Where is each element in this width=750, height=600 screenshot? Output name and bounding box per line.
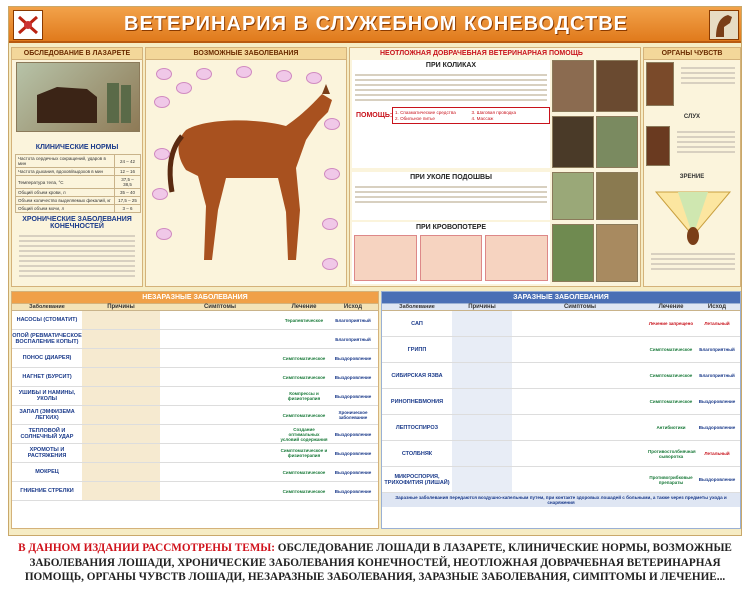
sole-heading: ПРИ УКОЛЕ ПОДОШВЫ	[410, 174, 492, 181]
col-header: Лечение	[291, 304, 317, 310]
table-row	[12, 349, 378, 368]
disease-bubble	[152, 188, 168, 200]
topics-lead: В ДАННОМ ИЗДАНИИ РАССМОТРЕНЫ ТЕМЫ:	[18, 542, 275, 554]
disease-name: СТОЛБНЯК	[401, 450, 433, 457]
poster	[8, 6, 742, 536]
norm-label: Частота дыхания, вдохов/выдохов в мин	[16, 168, 115, 176]
help-item: 3. Шаговая проводка	[471, 110, 516, 115]
norm-label: Частота сердечных сокращений, ударов в мин	[16, 155, 115, 168]
col-header: Причины	[468, 304, 496, 310]
disease-bubble	[324, 168, 340, 180]
disease-name: РИНОПНЕВМОНИЯ	[390, 398, 444, 405]
table-row	[382, 415, 740, 441]
cause-cell	[452, 363, 512, 388]
cause-cell	[82, 425, 160, 443]
norm-label: Общий объем крови, л	[16, 189, 115, 197]
treatment-cell: Антибиотики	[656, 425, 686, 430]
treatment-cell: Создание оптимальных условий содержания	[280, 426, 328, 442]
vision-heading: ЗРЕНИЕ	[679, 174, 705, 180]
table-row	[12, 425, 378, 444]
symptom-cell	[160, 387, 280, 405]
first-aid-photo	[596, 60, 638, 112]
norms-row	[16, 189, 141, 197]
treatment-cell: Симптоматическое	[649, 373, 693, 378]
norms-row	[16, 176, 141, 189]
table-header	[382, 304, 740, 311]
outcome-cell: Выздоровление	[334, 431, 372, 437]
outcome-cell: Хроническое заболевание	[338, 410, 368, 420]
disease-name: САП	[411, 320, 423, 327]
bleed-card	[485, 235, 548, 281]
sole-box	[352, 172, 550, 220]
disease-name: МОКРЕЦ	[35, 469, 59, 475]
norm-value: 35 – 40	[115, 189, 141, 197]
outcome-cell: Выздоровление	[334, 469, 372, 475]
table-row	[12, 444, 378, 463]
first-aid-photo	[552, 60, 594, 112]
emblem-icon	[13, 10, 43, 40]
disease-name: ТЕПЛОВОЙ И СОЛНЕЧНЫЙ УДАР	[20, 428, 74, 440]
topics-caption	[0, 541, 750, 585]
disease-name: СИБИРСКАЯ ЯЗВА	[391, 372, 443, 379]
disease-name: ПОНОС (ДИАРЕЯ)	[22, 355, 72, 361]
col-header: Лечение	[658, 304, 684, 310]
outcome-cell: Выздоровление	[698, 477, 736, 482]
infectious-note: Заразные заболевания передаются воздушно-капельным путем, при контакте здоровых лошадей с больными, а также через предметы ухода и снаряжения	[382, 493, 740, 507]
symptom-cell	[160, 406, 280, 424]
disease-bubble	[176, 82, 192, 94]
table-row	[382, 467, 740, 493]
norms-row	[16, 168, 141, 176]
col-header: Симптомы	[563, 304, 597, 310]
symptom-cell	[160, 425, 280, 443]
cause-cell	[452, 311, 512, 336]
first-aid-photo	[552, 224, 594, 282]
norm-value: 24 – 42	[115, 155, 141, 168]
cause-cell	[452, 441, 512, 466]
col-header: Симптомы	[203, 304, 237, 310]
col-header: Причины	[107, 304, 135, 310]
lazaret-photo	[16, 62, 140, 132]
disease-bubble	[154, 96, 170, 108]
disease-bubble	[276, 70, 292, 82]
symptom-cell	[512, 415, 648, 440]
symptom-cell	[160, 368, 280, 386]
norms-row	[16, 197, 141, 205]
treatment-cell: Противостолбнячная сыворотка	[648, 448, 696, 459]
disease-name: ГРИПП	[407, 346, 427, 353]
table-row	[12, 482, 378, 501]
symptom-cell	[512, 337, 648, 362]
col-header: Исход	[343, 304, 363, 310]
table-row	[382, 363, 740, 389]
cause-cell	[452, 415, 512, 440]
norms-row	[16, 155, 141, 168]
treatment-cell: Симптоматическое	[649, 347, 693, 352]
table-row	[382, 441, 740, 467]
bleed-box	[352, 222, 550, 284]
senses-text	[678, 64, 738, 87]
horse-head-icon	[709, 10, 739, 40]
cause-cell	[82, 444, 160, 462]
cause-cell	[82, 311, 160, 329]
norm-value: 17,5 – 25	[115, 197, 141, 205]
vision-diagram	[648, 186, 738, 246]
norm-value: 12 – 16	[115, 168, 141, 176]
disease-bubble	[236, 66, 252, 78]
horse-illustration	[146, 60, 348, 284]
disease-bubble	[324, 118, 340, 130]
disease-name: ЗАПАЛ (ЭМФИЗЕМА ЛЕГКИХ)	[19, 409, 75, 421]
symptom-cell	[512, 363, 648, 388]
symptom-cell	[160, 311, 280, 329]
disease-name: УШИБЫ И НАМИНЫ, УКОЛЫ	[18, 390, 76, 402]
chronic-text	[16, 232, 138, 280]
outcome-cell: Летальный	[704, 321, 730, 326]
disease-bubble	[322, 258, 338, 270]
col-header: Исход	[707, 304, 727, 310]
table-row	[12, 406, 378, 425]
treatment-cell: Симптоматическое	[282, 469, 326, 475]
cause-cell	[82, 482, 160, 500]
outcome-cell: Благоприятный	[699, 373, 735, 378]
norm-label: Общий объем мочи, л	[16, 205, 115, 213]
treatment-cell: Компрессы и физиотерапия	[287, 391, 321, 401]
help-list	[392, 107, 550, 124]
disease-name: ГНИЕНИЕ СТРЕЛКИ	[20, 488, 74, 494]
symptom-cell	[160, 482, 280, 500]
table-row	[12, 387, 378, 406]
bleed-card	[354, 235, 417, 281]
outcome-cell: Выздоровление	[698, 399, 736, 404]
norm-value: 37,5 – 38,5	[115, 176, 141, 189]
cause-cell	[452, 337, 512, 362]
disease-name: ХРОМОТЫ И РАСТЯЖЕНИЯ	[27, 447, 67, 459]
first-aid-photo	[552, 172, 594, 220]
first-aid-photo	[552, 116, 594, 168]
table-row	[382, 389, 740, 415]
poster-title: ВЕТЕРИНАРИЯ В СЛУЖЕБНОМ КОНЕВОДСТВЕ	[124, 12, 628, 35]
table-row	[12, 463, 378, 482]
lazaret-heading: ОБСЛЕДОВАНИЕ В ЛАЗАРЕТЕ	[12, 48, 142, 60]
cause-cell	[82, 349, 160, 367]
first-aid-panel	[349, 47, 641, 287]
first-aid-photo	[596, 224, 638, 282]
infectious-heading: ЗАРАЗНЫЕ ЗАБОЛЕВАНИЯ	[382, 292, 740, 304]
disease-name: НАСОСЫ (СТОМАТИТ)	[16, 317, 78, 323]
disease-name: ЛЕПТОСПИРОЗ	[395, 424, 439, 431]
help-label: ПОМОЩЬ:	[356, 112, 393, 119]
outcome-cell: Благоприятный	[699, 347, 735, 352]
symptom-cell	[512, 311, 648, 336]
symptom-cell	[512, 467, 648, 492]
bleed-heading: ПРИ КРОВОПОТЕРЕ	[415, 224, 487, 231]
treatment-cell: Симптоматическое	[649, 399, 693, 404]
symptom-cell	[160, 349, 280, 367]
possible-diseases-panel	[145, 47, 347, 287]
treatment-cell: Симптоматическое	[282, 488, 326, 494]
norm-value: 3 – 6	[115, 205, 141, 213]
cause-cell	[82, 387, 160, 405]
norms-row	[16, 205, 141, 213]
first-aid-photo	[596, 116, 638, 168]
ear-photo	[646, 126, 670, 166]
table-row	[12, 330, 378, 349]
help-item: 1. Спазматические средства	[395, 110, 456, 115]
horse-head-photo	[646, 62, 674, 106]
symptom-cell	[160, 463, 280, 481]
cause-cell	[82, 406, 160, 424]
hearing-heading: СЛУХ	[683, 114, 701, 120]
disease-name: НАГНЕТ (БУРСИТ)	[22, 374, 72, 380]
disease-name: МИКРОСПОРИЯ, ТРИХОФИТИЯ (ЛИШАЙ)	[384, 473, 450, 486]
norms-table	[15, 154, 141, 213]
symptom-cell	[512, 389, 648, 414]
first-aid-heading: НЕОТЛОЖНАЯ ДОВРАЧЕБНАЯ ВЕТЕРИНАРНАЯ ПОМОЩЬ	[380, 50, 583, 57]
disease-bubble	[156, 68, 172, 80]
topics-text: ОБСЛЕДОВАНИЕ ЛОШАДИ В ЛАЗАРЕТЕ, КЛИНИЧЕСКИЕ НОРМЫ, ВОЗМОЖНЫЕ ЗАБОЛЕВАНИЯ ЛОШАДИ, ХРОНИЧЕСКИЕ ЗАБОЛЕВАНИЯ КОНЕЧНОСТЕЙ, НЕОТЛОЖНАЯ ДОВРАЧЕБНАЯ ВЕТЕРИНАРНАЯ ПОМОЩЬ, ОРГАНЫ ЧУВСТВ ЛОШАДИ, НЕЗАРАЗНЫЕ ЗАБОЛЕВАНИЯ, ЗАРАЗНЫЕ ЗАБОЛЕВАНИЯ, СИМПТОМЫ И ЛЕЧЕНИЕ...	[24, 542, 732, 583]
cause-cell	[452, 467, 512, 492]
senses-panel	[643, 47, 741, 287]
vision-text	[648, 250, 738, 273]
help-item: 4. Массаж	[471, 116, 494, 121]
outcome-cell: Выздоровление	[334, 374, 372, 380]
colic-box	[352, 60, 550, 168]
col-header: Заболевание	[29, 304, 65, 310]
table-row	[382, 337, 740, 363]
symptom-cell	[512, 441, 648, 466]
outcome-cell: Выздоровление	[334, 355, 372, 361]
non-infectious-table	[11, 291, 379, 529]
senses-heading: ОРГАНЫ ЧУВСТВ	[644, 48, 740, 60]
outcome-cell: Благоприятный	[335, 336, 371, 342]
outcome-cell: Выздоровление	[334, 488, 372, 494]
help-item: 2. Обильное питье	[395, 116, 435, 121]
treatment-cell: Терапевтическое	[284, 317, 324, 323]
symptom-cell	[160, 330, 280, 348]
outcome-cell: Благоприятный	[335, 317, 371, 323]
table-row	[382, 311, 740, 337]
symptom-cell	[160, 444, 280, 462]
cause-cell	[82, 463, 160, 481]
outcome-cell: Летальный	[704, 451, 730, 456]
cause-cell	[452, 389, 512, 414]
outcome-cell: Выздоровление	[698, 425, 736, 430]
treatment-cell: Лечение запрещено	[648, 321, 694, 326]
treatment-cell: Симптоматическое	[282, 374, 326, 380]
cause-cell	[82, 368, 160, 386]
col-header: Заболевание	[399, 304, 435, 310]
table-row	[12, 368, 378, 387]
colic-heading: ПРИ КОЛИКАХ	[425, 62, 477, 69]
treatment-cell: Противогрибковые препараты	[649, 474, 693, 485]
disease-bubble	[196, 68, 212, 80]
table-row	[12, 311, 378, 330]
treatment-cell: Симптоматическое	[282, 412, 326, 418]
disease-name: ОПОЙ (РЕВМАТИЧЕСКОЕ ВОСПАЛЕНИЕ КОПЫТ)	[12, 333, 82, 345]
treatment-cell: Симптоматическое	[282, 355, 326, 361]
norm-label: Объем количество выделяемых фекалий, кг	[16, 197, 115, 205]
norm-label: Температура тела, °С	[16, 176, 115, 189]
table-header	[12, 304, 378, 311]
outcome-cell: Выздоровление	[334, 393, 372, 399]
outcome-cell: Выздоровление	[334, 450, 372, 456]
disease-bubble	[154, 148, 170, 160]
disease-bubble	[156, 228, 172, 240]
disease-bubble	[306, 72, 322, 84]
bleed-card	[420, 235, 483, 281]
poster-title-bar	[9, 7, 742, 43]
left-column-panel	[11, 47, 143, 287]
non-infectious-heading: НЕЗАРАЗНЫЕ ЗАБОЛЕВАНИЯ	[12, 292, 378, 304]
cause-cell	[82, 330, 160, 348]
infectious-table	[381, 291, 741, 529]
disease-bubble	[322, 218, 338, 230]
norms-heading: КЛИНИЧЕСКИЕ НОРМЫ	[35, 144, 119, 151]
chronic-heading: ХРОНИЧЕСКИЕ ЗАБОЛЕВАНИЯ КОНЕЧНОСТЕЙ	[22, 216, 132, 230]
treatment-cell: Симптоматическое и физиотерапия	[280, 448, 328, 458]
first-aid-photo	[596, 172, 638, 220]
hearing-text	[674, 128, 738, 156]
possible-diseases-heading: ВОЗМОЖНЫЕ ЗАБОЛЕВАНИЯ	[146, 48, 346, 60]
